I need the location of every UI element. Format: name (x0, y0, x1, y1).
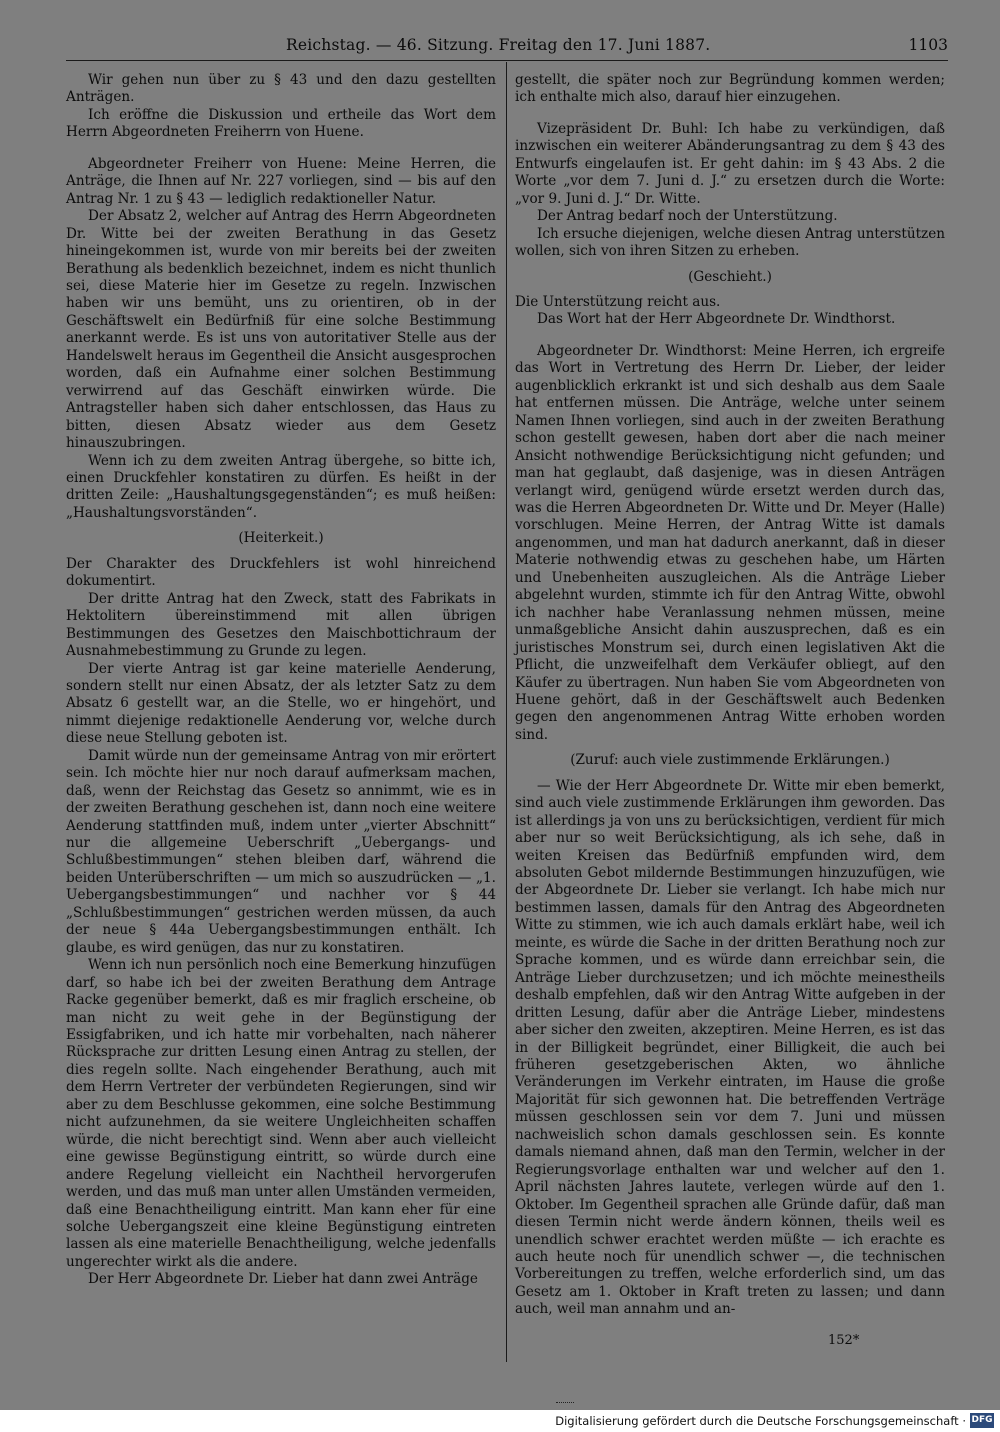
paragraph: Wir gehen nun über zu § 43 und den dazu gestellten Anträgen. (66, 72, 496, 106)
paragraph: Der dritte Antrag hat den Zweck, statt des Fabrikats in Hektolitern übereinstimmend mit allen übrigen Bestimmungen des Gesetzes den Maischbottichraum der Ausnahmebestimmung zu Grunde zu legen. (66, 590, 496, 660)
paragraph: Abgeordneter Dr. Windthorst: Meine Herren, ich ergreife das Wort in Vertretung des Herrn Dr. Lieber, der leider augenblicklich erkrankt ist und sich deshalb aus dem Saale hat entfernen müssen. Die Anträge, welche unter seinem Namen Ihnen vorliegen, sind auch in der zweiten Berathung schon gestellt gewesen, haben dort aber die nach meiner Ansicht nothwendige Berücksichtigung nicht gefunden; und man hat geglaubt, daß dasjenige, was in diesen Anträgen verlangt wird, genügend würde ersetzt werden durch das, was die Herren Abgeordneten Dr. Witte und Dr. Meyer (Halle) vorschlugen. Meine Herren, der Antrag Witte ist damals angenommen, und man hat dadurch anerkannt, daß in dieser Materie nothwendig etwas zu geschehen habe, um Härten und Unebenheiten auszugleichen. Als die Anträge Lieber abgelehnt wurden, stimmte ich für den Antrag Witte, obwohl ich nachher habe Veranlassung nehmen müssen, meine unmaßgebliche Ansicht dahin auszusprechen, daß es ein juristisches Monstrum sei, durch einen legislativen Akt die Pflicht, die unzweifelhaft dem Verkäufer obliegt, auf den Käufer zu übertragen. Nun haben Sie vom Abgeordneten von Huene gehört, daß in der Geschäftswelt auch Bedenken gegen den angenommenen Antrag Witte erhoben worden sind. (515, 342, 945, 743)
scan-mark (556, 1402, 574, 1407)
header-rule (66, 60, 948, 61)
page-number: 1103 (908, 36, 948, 54)
paragraph: Abgeordneter Freiherr von Huene: Meine Herren, die Anträge, die Ihnen auf Nr. 227 vorliegen, sind — bis auf den Antrag Nr. 1 zu § 43 — lediglich redaktioneller Natur. (66, 155, 496, 207)
paragraph: Der Antrag bedarf noch der Unterstützung. (537, 208, 838, 225)
paragraph: Ich eröffne die Diskussion und ertheile das Wort dem Herrn Abgeordneten Freiherrn von Huene. (66, 106, 496, 141)
paragraph: — Wie der Herr Abgeordnete Dr. Witte mir eben bemerkt, sind auch viele zustimmende Erklärungen ihm geworden. Das ist allerdings ja von uns zu berücksichtigen, verdient für mich aber nur so weit Berücksichtigung, als ich sehe, daß in weiten Kreisen das Bedürfniß empfunden wird, dem absoluten Gebot mildernde Bestimmungen hinzuzufügen, wie der Abgeordnete Dr. Lieber sie verlangt. Ich habe mich nur bestimmen lassen, damals für den Antrag des Abgeordneten Witte zu stimmen, wie ich auch damals erklärt habe, weil ich meinte, es würde die Sache in der dritten Berathung noch zur Sprache kommen, und es würde dann erreichbar sein, die Anträge Lieber durchzusetzen; und ich möchte meinestheils deshalb empfehlen, daß wir den Antrag Witte aufgeben in der dritten Lesung, dafür aber die Anträge Lieber, mindestens aber sicher den zweiten, akzeptiren. Meine Herren, es ist das in der Billigkeit begründet, einer Billigkeit, die auch bei früheren gesetzgeberischen Akten, wo ähnliche Veränderungen im Verkehr eintraten, im Hause die große Majorität für sich gewonnen hat. Die betreffenden Verträge müssen geschlossen sein vor dem 7. Juni und müssen nachweislich schon damals geschlossen sein. Es konnte damals niemand ahnen, daß man den Termin, welcher in der Regierungsvorlage enthalten war und welcher auf den 1. April nächsten Jahres lautete, verlegen würde auf den 1. Oktober. Im Gegentheil sprachen alle Gründe dafür, daß man diesen Termin nicht werde ändern können, theils weil es unendlich schwer erachtet werden müßte — ich erachte es auch heute noch für unendlich schwer —, die technischen Vorbereitungen zu treffen, welche erforderlich sind, um das Gesetz am 1. Oktober in Kraft treten zu lassen; und dann auch, weil man annahm und an- (515, 777, 945, 1318)
left-column (66, 72, 496, 1289)
stage-direction: (Heiterkeit.) (238, 530, 324, 547)
paragraph: Wenn ich zu dem zweiten Antrag übergehe, so bitte ich, einen Druckfehler konstatiren zu dürfen. Es heißt in der dritten Zeile: „Haushaltungsgegenständen“; es muß heißen: „Haushaltungsvorständen“. (66, 452, 496, 521)
paragraph: Der vierte Antrag ist gar keine materielle Aenderung, sondern stellt nur einen Absatz, der als letzter Satz zu dem Absatz 6 gestellt war, an die Stelle, wo er hingehört, und nimmt diejenige redaktionelle Aenderung vor, welche durch diese neue Stellung geboten ist. (66, 660, 496, 747)
paragraph: gestellt, die später noch zur Begründung kommen werden; ich enthalte mich also, darauf hier einzugehen. (515, 72, 945, 106)
paragraph: Der Charakter des Druckfehlers ist wohl hinreichend dokumentirt. (66, 555, 496, 590)
running-title: Reichstag. — 46. Sitzung. Freitag den 17. Juni 1887. (286, 36, 711, 54)
footer-credit: Digitalisierung gefördert durch die Deutsche Forschungsgemeinschaft · (555, 1414, 966, 1428)
paragraph: Der Absatz 2, welcher auf Antrag des Herrn Abgeordneten Dr. Witte bei der zweiten Berathung in das Gesetz hineingekommen ist, wurde von mir bereits bei der zweiten Berathung als bedenklich bezeichnet, indem es nicht thunlich sei, diese Materie hier im Gesetze zu regeln. Inzwischen haben wir uns bemüht, uns zu orientiren, ob in der Geschäftswelt ein Bedürfniß für eine solche Bestimmung anerkannt werde. Es ist uns von autoritativer Stelle aus der Handelswelt heraus im Gegentheil die Ansicht ausgesprochen worden, daß ein Aufnahme einer solchen Bestimmung verwirrend auf das Geschäft einwirken würde. Die Antragsteller haben sich daher entschlossen, das Haus zu bitten, diesen Absatz wieder aus dem Gesetz hinauszubringen. (66, 208, 496, 452)
paragraph: Die Unterstützung reicht aus. (515, 293, 721, 310)
dfg-logo-icon: DFG (970, 1413, 994, 1428)
paragraph: Der Herr Abgeordnete Dr. Lieber hat dann zwei Anträge (88, 1271, 478, 1288)
paragraph: Ich ersuche diejenigen, welche diesen Antrag unterstützen wollen, sich von ihren Sitzen zu erheben. (515, 225, 945, 260)
page-header (66, 34, 948, 60)
stage-direction: (Geschieht.) (688, 268, 772, 285)
right-column (515, 72, 945, 1319)
paragraph: Damit würde nun der gemeinsame Antrag von mir erörtert sein. Ich möchte hier nur noch darauf aufmerksam machen, daß, wenn der Reichstag das Gesetz so annimmt, wie es in der zweiten Berathung geschehen ist, dann noch eine weitere Aenderung stattfinden muß, indem unter „vierter Abschnitt“ nur die allgemeine Ueberschrift „Uebergangs- und Schlußbestimmungen“ stehen bleiben darf, während die beiden Unterüberschriften — um mich so auszudrücken — „1. Uebergangsbestimmungen“ und nachher vor § 44 „Schlußbestimmungen“ gestrichen werden müssen, da auch der neue § 44a Uebergangsbestimmungen enthält. Ich glaube, es wird genügen, das nur zu konstatiren. (66, 747, 496, 956)
paragraph: Vizepräsident Dr. Buhl: Ich habe zu verkündigen, daß inzwischen ein weiterer Abänderungsantrag zu dem § 43 des Entwurfs eingelaufen ist. Er geht dahin: im § 43 Abs. 2 die Worte „vor dem 7. Juni d. J.“ zu ersetzen durch die Worte: „vor 9. Juni d. J.“ Dr. Witte. (515, 120, 945, 207)
paragraph: Wenn ich nun persönlich noch eine Bemerkung hinzufügen darf, so habe ich bei der zweiten Berathung dem Antrage Racke gegenüber bemerkt, daß es mir fraglich erscheine, ob man nicht zu weit gehe in der Begünstigung der Essigfabriken, und ich hatte mir vorbehalten, nach näherer Rücksprache zur dritten Lesung einen Antrag zu stellen, der dies regeln sollte. Nach eingehender Berathung, auch mit dem Herrn Vertreter der verbündeten Regierungen, sind wir aber zu dem Beschlusse gekommen, eine solche Bestimmung nicht aufzunehmen, da sie weitere Ungleichheiten schaffen würde, die nicht berechtigt sind. Wenn aber auch vielleicht eine gewisse Begünstigung eintritt, so würde durch eine andere Regelung vielleicht ein Nachtheil hervorgerufen werden, und das muß man unter allen Umständen vermeiden, daß eine Benachtheiligung eintritt. Man kann eher für eine solche Uebergangszeit eine kleine Begünstigung eintreten lassen als eine materielle Benachtheiligung, welche jedenfalls ungerechter wirkt als die andere. (66, 957, 496, 1270)
paragraph: Das Wort hat der Herr Abgeordnete Dr. Windthorst. (537, 311, 896, 328)
column-divider (506, 62, 507, 1362)
signature-mark: 152* (828, 1333, 860, 1348)
stage-direction: (Zuruf: auch viele zustimmende Erklärungen.) (570, 752, 890, 769)
